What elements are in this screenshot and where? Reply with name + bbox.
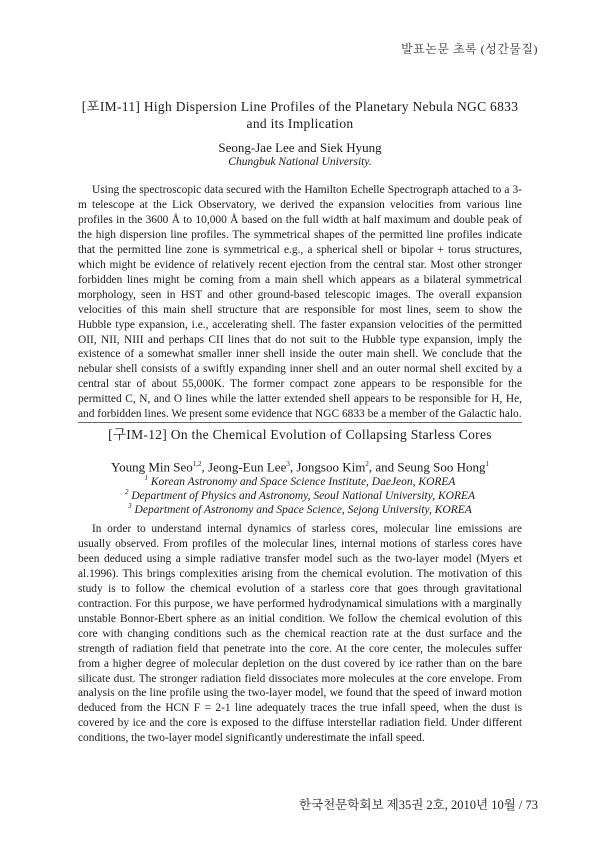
article-2-title: [구IM-12] On the Chemical Evolution of Collapsing Starless Cores <box>108 427 492 442</box>
author-affil-marker: 3 <box>286 460 290 468</box>
author-separator: , and <box>368 459 398 475</box>
author-name: Seung Soo Hong <box>397 459 486 475</box>
page-footer: 한국천문학회보 제35권 2호, 2010년 10월 / 73 <box>299 798 538 812</box>
affiliation-text: Department of Astronomy and Space Science, Sejong University, KOREA <box>134 503 472 516</box>
affiliation-text: Korean Astronomy and Space Science Institute, DaeJeon, KOREA <box>150 475 456 488</box>
article-1-affiliation: Chungbuk National University. <box>228 156 372 168</box>
article-1-abstract: Using the spectroscopic data secured with the Hamilton Echelle Spectrograph attached to a 3-m telescope at the Lick Observatory, we derived the expansion velocities from various line profiles in the 3600 Å to 10,000 Å based on the full width at half maximum and double peak of the high dispersion line profiles. The symmetrical shapes of the permitted line profiles indicate that the permitted line zone is symmetrical e.g., a spherical shell or bipolar + torus structures, which might be evidence of relatively recent ejection from the central star. Most other stronger forbidden lines might be coming from a main shell which appears as a bilateral symmetrical morphology, seen in HST and other ground-based telescopic images. The overall expansion velocities of this main shell structure that are responsible for most lines, seem to show the Hubble type expansion, i.e., accelerating shell. The faster expansion velocities of the permitted OII, NII, NIII and perhaps CII lines that do not suit to the Hubble type expansion, imply the existence of a somewhat smaller inner shell inside the outer main shell. We conclude that the nebular shell consists of a swiftly expanding inner shell and an outer normal shell excited by a central star of about 55,000K. The former compact zone appears to be responsible for the permitted C, N, and O lines while the latter extended shell appears to be responsible for H, He, and forbidden lines. We present some evidence that NGC 6833 be a member of the Galactic halo. <box>78 184 522 421</box>
affiliation-number: 1 <box>144 474 149 482</box>
author-affil-marker: 1,2 <box>192 460 202 468</box>
author-name: Jeong-Eun Lee <box>208 459 287 475</box>
author-separator: , <box>201 459 209 475</box>
affiliation-number: 3 <box>128 502 132 510</box>
article-1-authors: Seong-Jae Lee and Siek Hyung <box>218 140 382 155</box>
author-name: Jongsoo Kim <box>296 459 366 475</box>
section-header: 발표논문 초록 (성간물질) <box>401 42 538 56</box>
affiliation-number: 2 <box>124 488 129 496</box>
author-affil-marker: 2 <box>365 460 369 468</box>
affiliation-text: Department of Physics and Astronomy, Seoul National University, KOREA <box>131 489 476 502</box>
author-affil-marker: 1 <box>485 460 489 468</box>
article-2-abstract: In order to understand internal dynamics of starless cores, molecular line emissions are usually observed. From profiles of the molecular lines, internal motions of starless cores have been deduced using a simple radiative transfer model such as the two-layer model (Myers et al.1996). This brings complexities arising from the chemical evolution. The motivation of this study is to follow the chemical evolution of a starless core that goes through gravitational contraction. For this purpose, we have performed hydrodynamical simulations with a marginally unstable Bonnor-Ebert sphere as an initial condition. We follow the chemical evolution of this core with changing conditions such as the chemical reaction rate at the dust surface and the strength of radiation field that penetrate into the core. At the core center, the molecules suffer from a higher degree of molecular depletion on the dust covered by ice rather than on the bare silicate dust. The stronger radiation field dissociates more molecules at the core envelope. From analysis on the line profile using the two-layer model, we found that the speed of inward motion deduced from the HCN F = 2-1 line adequately traces the true infall speed, when the dust is covered by ice and the core is exposed to the diffuse interstellar radiation field. Under different conditions, the two-layer model significantly underestimate the infall speed. <box>78 523 522 745</box>
article-1-title: [포IM-11] High Dispersion Line Profiles of the Planetary Nebula NGC 6833 and its Implication <box>81 99 519 131</box>
author-name: Young Min Seo <box>111 459 193 475</box>
article-2-affiliation <box>78 499 522 517</box>
author-separator: , <box>289 459 297 475</box>
section-divider <box>78 422 522 423</box>
